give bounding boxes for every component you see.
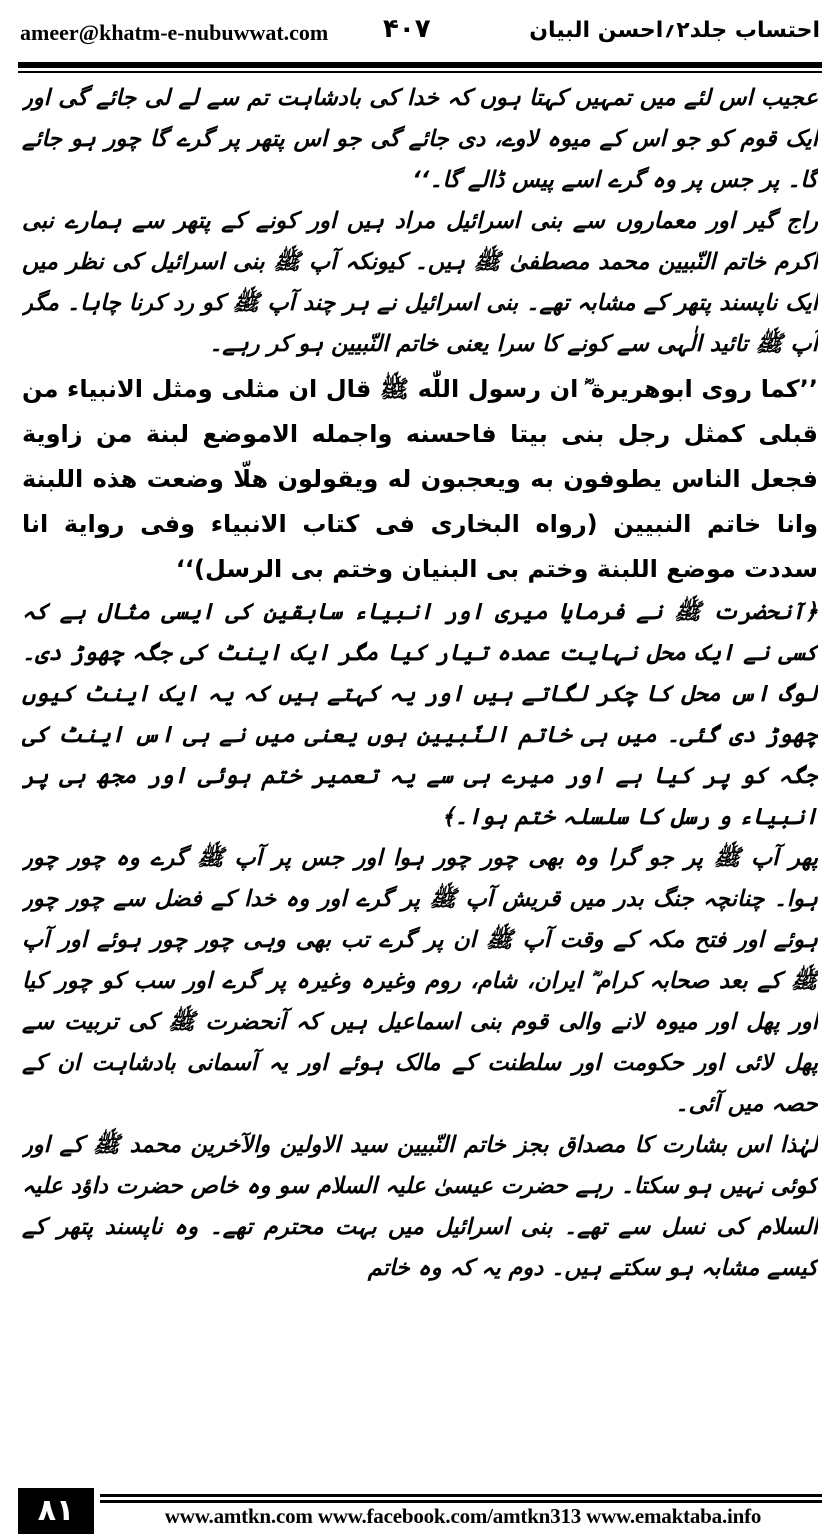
paragraph-arabic-hadith: ’’کما روی ابوهریرة ؓ ان رسول اللّٰه ﷺ قال ان مثلی ومثل الانبیاء من قبلی کمثل رجل بنی بیتا فاحسنه واجمله الاموضع لبنة من زاویة فجعل الناس یطوفون به ویعجبون له ویقولون هلّا وضعت هذه اللبنة وانا خاتم النبیین (رواه البخاری فی کتاب الانبیاء وفی روایة انا سددت موضع اللبنة وختم بی البنیان وختم بی الرسل)‘‘ bbox=[22, 375, 818, 583]
paragraph-urdu-5: پھر آپ ﷺ پر جو گرا وہ بھی چور چور ہوا اور جس پر آپ ﷺ گرے وہ چور چور ہوا۔ چنانچہ جنگ بدر میں قریش آپ ﷺ پر گرے اور وہ خدا کے فضل سے چور چور ہوئے اور فتح مکہ کے وقت آپ ﷺ ان پر گرے تب بھی وہی چور چور ہوئے اور آپ ﷺ کے بعد صحابہ کرام ؓ ایران، شام، روم وغیرہ وغیرہ پر گرے اور سب کو چور کیا اور پھل اور میوہ لانے والی قوم بنی اسماعیل ہیں کہ آنحضرت ﷺ کی تربیت سے پھل لائی اور حکومت اور سلطنت کے مالک ہوئے اور یہ آسمانی بادشاہت ان کے حصہ میں آئی۔ bbox=[22, 845, 818, 1117]
page-header bbox=[0, 0, 840, 64]
page-body bbox=[22, 78, 818, 1472]
header-rule-thin bbox=[18, 71, 822, 73]
paragraph-urdu-1: عجیب اس لئے میں تمہیں کہتا ہوں کہ خدا کی بادشاہت تم سے لے لی جائے گی اور ایک قوم کو جو اس کے میوہ لاوے، دی جائے گی جو اس پتھر پر گرے گا چور ہو جائے گا۔ پر جس پر وہ گرے اسے پیس ڈالے گا۔‘‘ bbox=[22, 85, 818, 193]
header-rule-thick bbox=[18, 62, 822, 68]
paragraph-urdu-translation: ﴿آنحضرت ﷺ نے فرمایا میری اور انبیاء سابقین کی ایسی مثال ہے کہ کسی نے ایک محل نہایت عمدہ تیار کیا مگر ایک اینٹ کی جگہ چھوڑ دی۔ لوگ اس محل کا چکر لگاتے ہیں اور یہ کہتے ہیں کہ یہ ایک اینٹ کیوں چھوڑ دی گئی۔ میں ہی خاتم النّبیین ہوں یعنی میں نے ہی اس اینٹ کی جگہ کو پر کیا ہے اور میرے ہی سے یہ تعمیر ختم ہوئی اور مجھ ہی پر انبیاء و رسل کا سلسلہ ختم ہوا۔﴾ bbox=[22, 599, 818, 830]
footer-page-number: ۸۱ bbox=[18, 1488, 94, 1534]
paragraph-urdu-6: لہٰذا اس بشارت کا مصداق بجز خاتم النّبیین سید الاولین والآخرین محمد ﷺ کے اور کوئی نہیں ہو سکتا۔ رہے حضرت عیسیٰ علیہ السلام سو وہ خاص حضرت داؤد علیہ السلام کی نسل سے تھے۔ بنی اسرائیل میں بہت محترم تھے۔ وہ ناپسند پتھر کے کیسے مشابہ ہو سکتے ہیں۔ دوم یہ کہ وہ خاتم bbox=[22, 1132, 818, 1281]
page-footer bbox=[0, 1480, 840, 1540]
footer-rule bbox=[100, 1494, 822, 1497]
paragraph-urdu-2: راج گیر اور معماروں سے بنی اسرائیل مراد ہیں اور کونے کے پتھر سے ہمارے نبی اکرم خاتم النّبیین محمد مصطفیٰ ﷺ ہیں۔ کیونکہ آپ ﷺ بنی اسرائیل کی نظر میں ایک ناپسند پتھر کے مشابہ تھے۔ بنی اسرائیل نے ہر چند آپ ﷺ کو رد کرنا چاہا۔ مگر آپ ﷺ تائید الٰہی سے کونے کا سرا یعنی خاتم النّبیین ہو کر رہے۔ bbox=[22, 208, 818, 357]
header-email: ameer@khatm-e-nubuwwat.com bbox=[20, 20, 329, 45]
header-book-title: احتساب جلد۲؍احسن البیان bbox=[529, 18, 820, 43]
footer-links[interactable]: www.amtkn.com www.facebook.com/amtkn313 www.emaktaba.info bbox=[164, 1504, 762, 1528]
header-page-number: ۴۰۷ bbox=[383, 14, 431, 44]
footer-rule bbox=[100, 1500, 822, 1503]
